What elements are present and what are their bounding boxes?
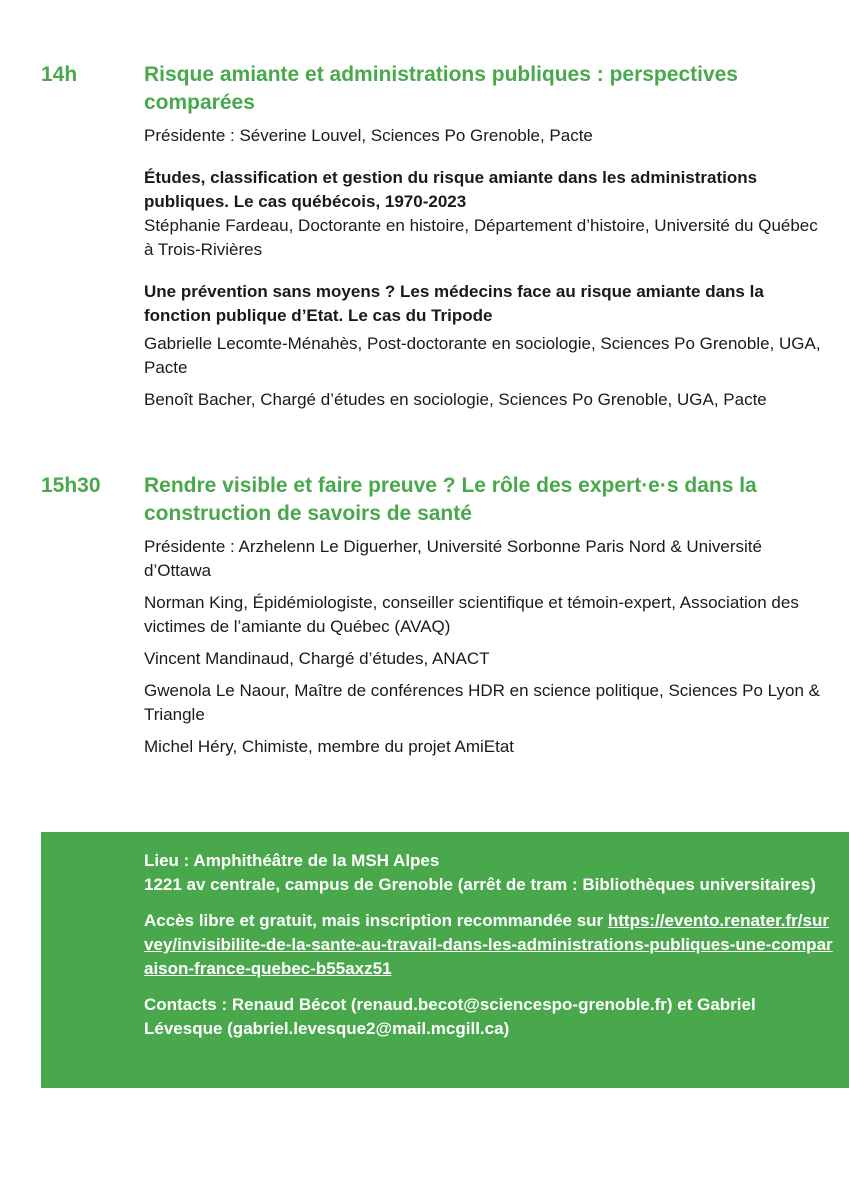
session-content (144, 472, 824, 759)
contacts: Contacts : Renaud Bécot (renaud.becot@sciencespo-grenoble.fr) et Gabriel Lévesque (gabriel.levesque2@mail.mcgill.ca) (144, 995, 756, 1038)
session-president: Présidente : Arzhelenn Le Diguerher, Université Sorbonne Paris Nord & Université d’Ottawa (144, 537, 762, 580)
session-time: 15h30 (41, 474, 101, 497)
address: 1221 av centrale, campus de Grenoble (arrêt de tram : Bibliothèques universitaires) (144, 875, 816, 894)
participant: Gwenola Le Naour, Maître de conférences HDR en science politique, Sciences Po Lyon & Triangle (144, 681, 820, 724)
session-president: Présidente : Séverine Louvel, Sciences Po Grenoble, Pacte (144, 126, 593, 145)
talk-speaker: Benoît Bacher, Chargé d’études en sociologie, Sciences Po Grenoble, UGA, Pacte (144, 390, 767, 409)
registration-link[interactable]: https://evento.renater.fr/survey/invisibilite-de-la-sante-au-travail-dans-les-administrations-publiques-une-comparaison-france-quebec-b55axz51 (144, 911, 833, 978)
info-content (144, 849, 834, 1041)
session-time: 14h (41, 63, 78, 86)
talk-title: Études, classification et gestion du risque amiante dans les administrations publiques. Le cas québécois, 1970-2023 (144, 168, 758, 211)
participant: Vincent Mandinaud, Chargé d’études, ANACT (144, 649, 490, 668)
access-text: Accès libre et gratuit, mais inscription recommandée sur (144, 911, 604, 930)
info-box (41, 832, 849, 1088)
session-title: Rendre visible et faire preuve ? Le rôle des expert·e·s dans la construction de savoirs de santé (144, 474, 757, 525)
participant: Michel Héry, Chimiste, membre du projet AmiEtat (144, 737, 515, 756)
session-title: Risque amiante et administrations publiques : perspectives comparées (144, 63, 738, 114)
talk-speaker: Gabrielle Lecomte-Ménahès, Post-doctorante en sociologie, Sciences Po Grenoble, UGA, Pacte (144, 334, 821, 377)
access-info (144, 909, 834, 981)
talk-speaker: Stéphanie Fardeau, Doctorante en histoire, Département d’histoire, Université du Québec à Trois-Rivières (144, 216, 818, 259)
talk-title: Une prévention sans moyens ? Les médecins face au risque amiante dans la fonction publique d’Etat. Le cas du Tripode (144, 282, 764, 325)
venue: Lieu : Amphithéâtre de la MSH Alpes (144, 851, 440, 870)
participant: Norman King, Épidémiologiste, conseiller scientifique et témoin-expert, Association des victimes de l’amiante du Québec (AVAQ) (144, 593, 799, 636)
session-content (144, 61, 824, 412)
